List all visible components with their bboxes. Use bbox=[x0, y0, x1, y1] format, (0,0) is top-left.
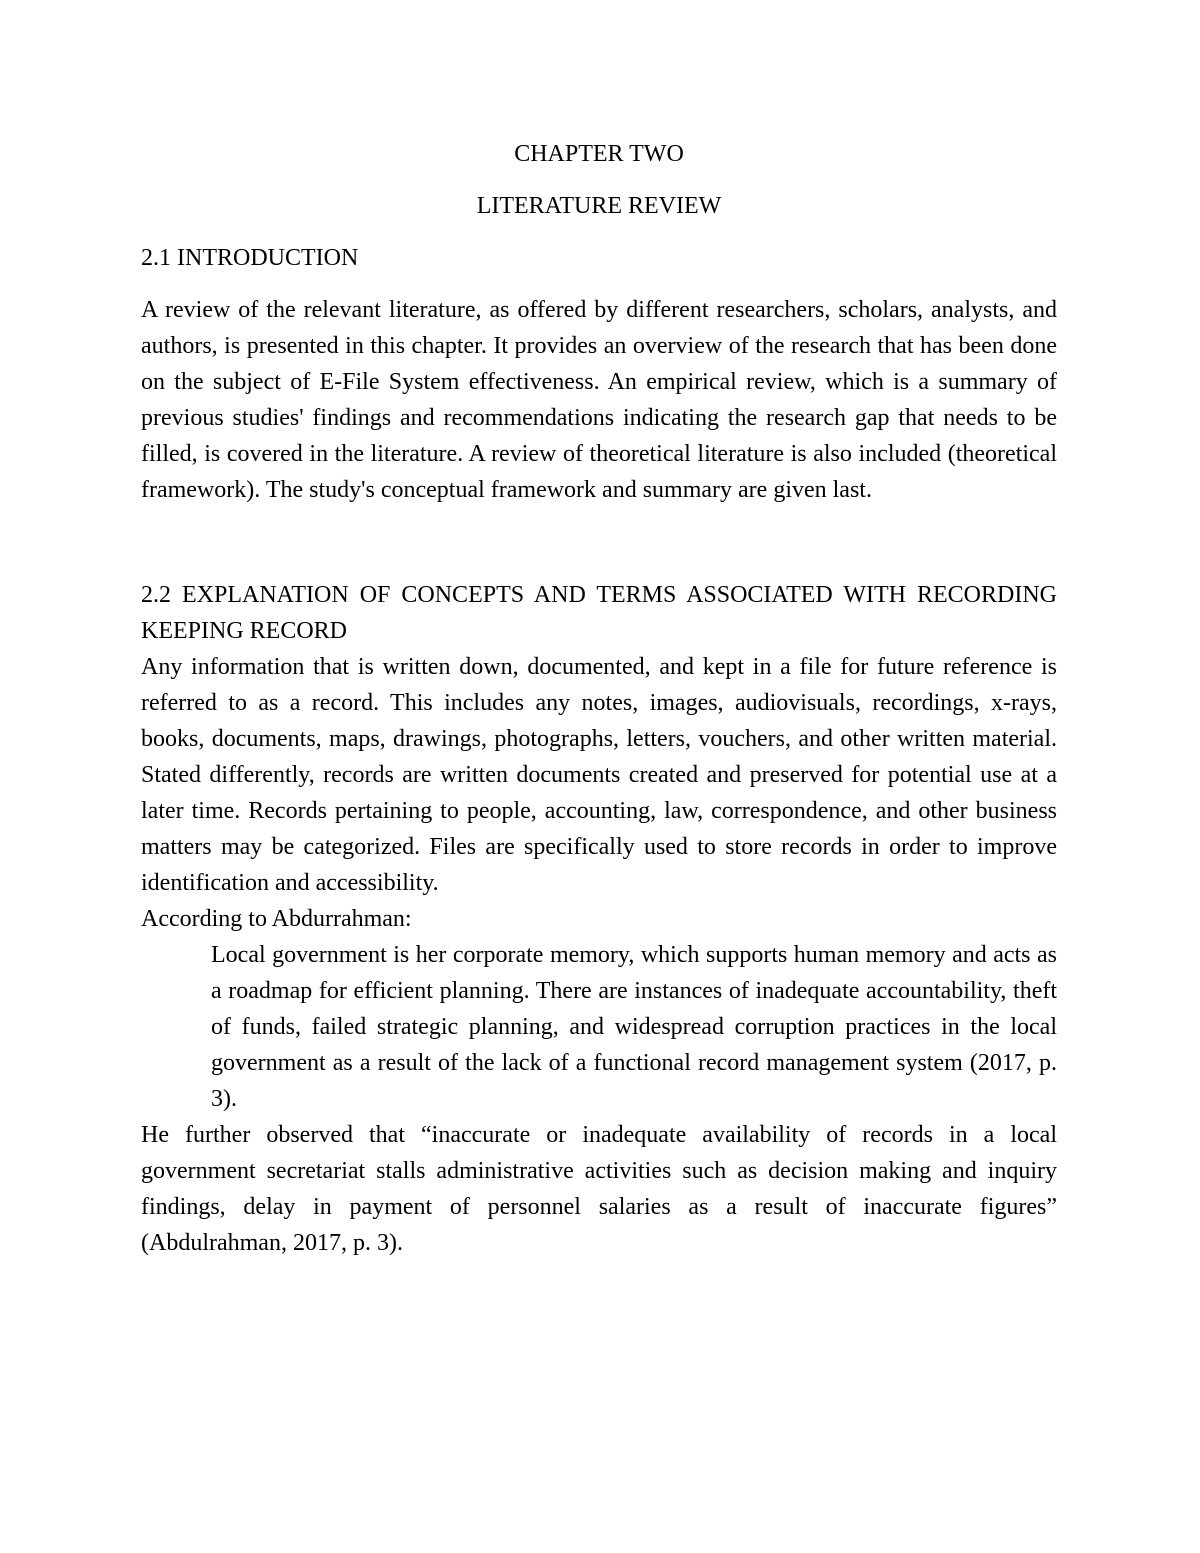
record-definition-paragraph: Any information that is written down, documented, and kept in a file for future reference is referred to as a record. This includes any notes, images, audiovisuals, recordings, x-rays, books, documents, maps, drawings, photographs, letters, vouchers, and other written material. Stated differently, records are written documents created and preserved for potential use at a later time. Records pertaining to people, accounting, law, correspondence, and other business matters may be categorized. Files are specifically used to store records in order to improve identification and accessibility. bbox=[141, 654, 1057, 896]
block-quote: Local government is her corporate memory, which supports human memory and acts as a roadmap for efficient planning. There are instances of inadequate accountability, theft of funds, failed strategic planning, and widespread corruption practices in the local government as a result of the lack of a functional record management system (2017, p. 3). bbox=[211, 942, 1057, 1112]
observation-paragraph: He further observed that “inaccurate or inadequate availability of records in a local government secretariat stalls administrative activities such as decision making and inquiry findings, delay in payment of personnel salaries as a result of inaccurate figures” (Abdulrahman, 2017, p. 3). bbox=[141, 1122, 1057, 1256]
section-heading-introduction: 2.1 INTRODUCTION bbox=[141, 245, 359, 271]
introduction-paragraph: A review of the relevant literature, as offered by different researchers, scholars, analysts, and authors, is presented in this chapter. It provides an overview of the research that has been done on the subject of E-File System effectiveness. An empirical review, which is a summary of previous studies' findings and recommendations indicating the research gap that needs to be filled, is covered in the literature. A review of theoretical literature is also included (theoretical framework). The study's conceptual framework and summary are given last. bbox=[141, 297, 1057, 503]
page-title: LITERATURE REVIEW bbox=[476, 193, 722, 219]
quote-intro: According to Abdurrahman: bbox=[141, 906, 412, 932]
document-page bbox=[141, 136, 1057, 1261]
section-heading-concepts: 2.2 EXPLANATION OF CONCEPTS AND TERMS ASSOCIATED WITH RECORDING KEEPING RECORD bbox=[141, 582, 1057, 644]
chapter-title: CHAPTER TWO bbox=[514, 141, 684, 167]
section-spacer bbox=[141, 508, 1057, 577]
